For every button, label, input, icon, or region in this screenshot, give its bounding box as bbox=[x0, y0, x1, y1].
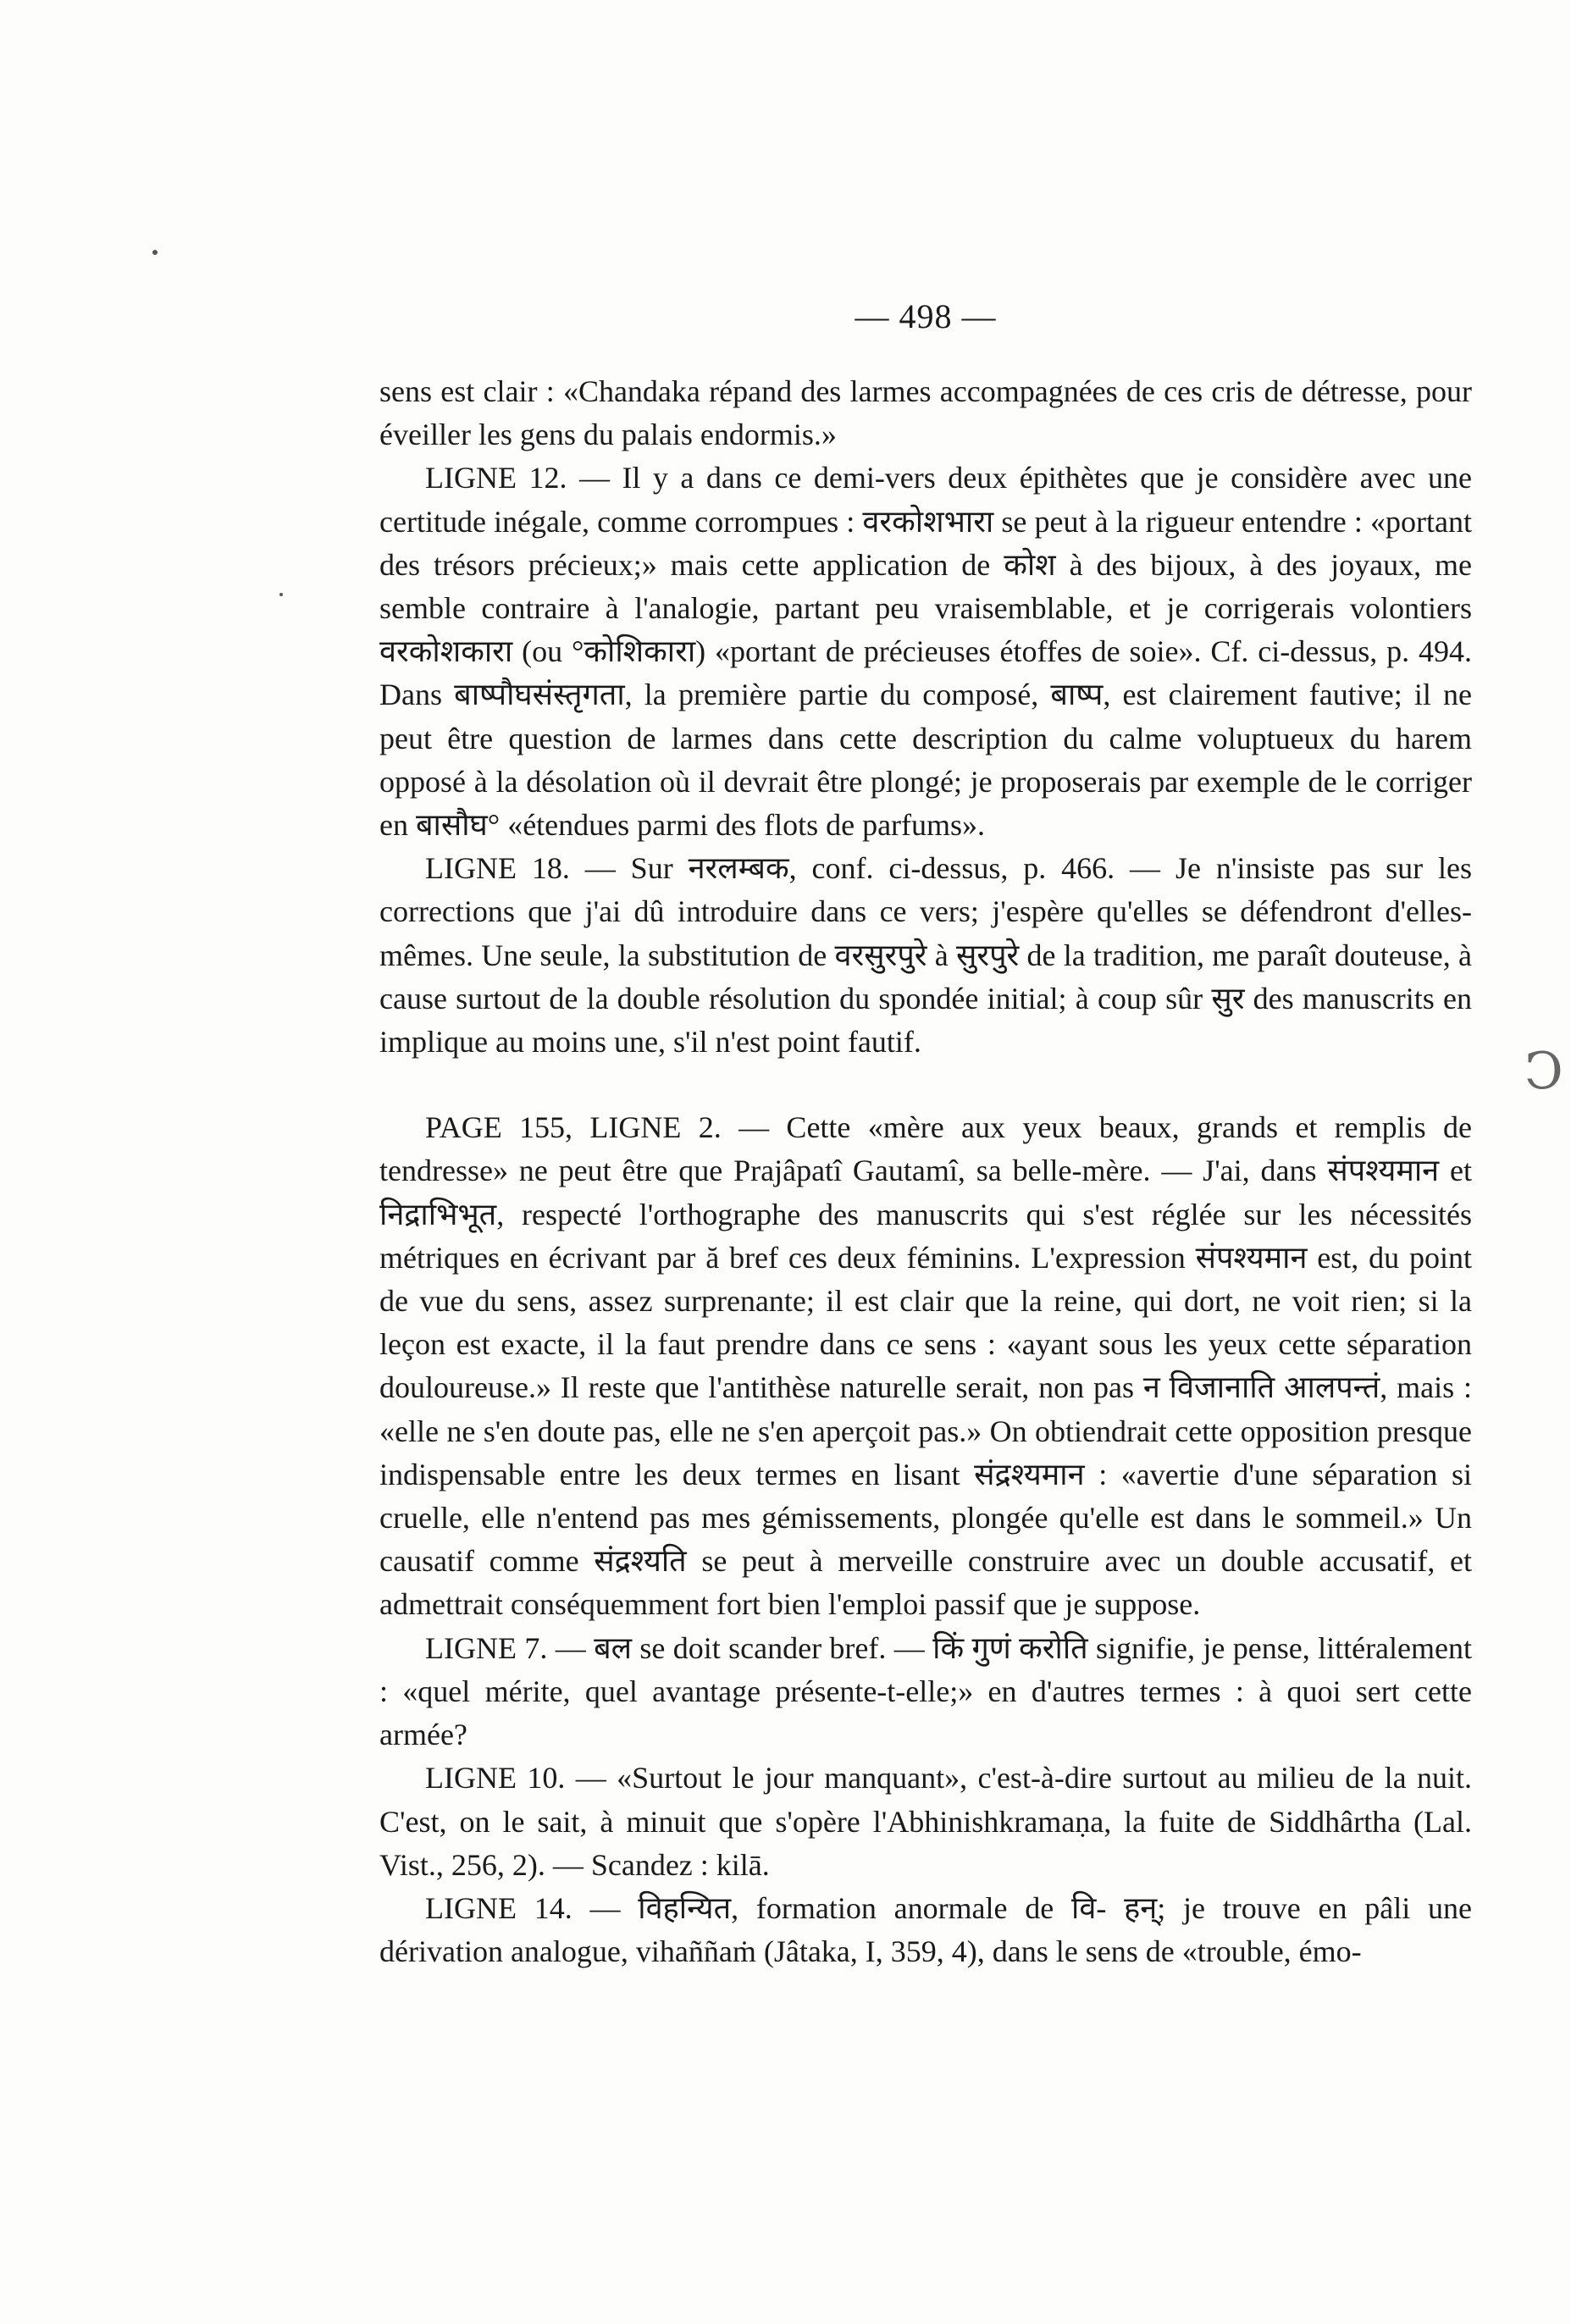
page-body bbox=[379, 296, 1472, 1973]
paragraph-ligne-12: LIGNE 12. — Il y a dans ce demi-vers deux épithètes que je considère avec une certitude inégale, comme corrompues : वरकोशभारा se peut à la rigueur entendre : «portant des trésors précieux;» mais cette application de कोश à des bijoux, à des joyaux, me semble contraire à l'analogie, partant peu vraisemblable, et je corrigerais volontiers वरकोशकारा (ou °कोशिकारा) «portant de précieuses étoffes de soie». Cf. ci-dessus, p. 494. Dans बाष्पौघसंस्तृगता, la première partie du composé, बाष्प, est clairement fautive; il ne peut être question de larmes dans cette description du calme voluptueux du harem opposé à la désolation où il devrait être plongé; je proposerais par exemple de le corriger en बासौघ° «étendues parmi des flots de parfums». bbox=[379, 461, 1472, 843]
paragraph-continuation: sens est clair : «Chandaka répand des larmes accompagnées de ces cris de détresse, pour éveiller les gens du palais endormis.» bbox=[379, 374, 1472, 452]
paragraph-ligne-10: LIGNE 10. — «Surtout le jour manquant», c'est-à-dire surtout au milieu de la nuit. C'est, on le sait, à minuit que s'opère l'Abhinishkramaṇa, la fuite de Siddhârtha (Lal. Vist., 256, 2). — Scandez : kilā. bbox=[379, 1761, 1472, 1882]
paper-speck bbox=[152, 250, 158, 255]
paper-speck bbox=[279, 593, 283, 596]
margin-pencil-mark: Ↄ bbox=[1524, 1043, 1563, 1099]
paragraph-ligne-14: LIGNE 14. — विहन्यित, formation anormale de वि- हन्; je trouve en pâli une dérivation analogue, vihaññaṁ (Jâtaka, I, 359, 4), dans le sens de «trouble, émo- bbox=[379, 1890, 1472, 1969]
paragraph-page-155-ligne-2: PAGE 155, LIGNE 2. — Cette «mère aux yeux beaux, grands et remplis de tendresse» ne peut être que Prajâpatî Gautamî, sa belle-mère. — J'ai, dans संपश्यमान et निद्राभिभूत, respecté l'orthographe des manuscrits qui s'est réglée sur les nécessités métriques en écrivant par ă bref ces deux féminins. L'expression संपश्यमान est, du point de vue du sens, assez surprenante; il est clair que la reine, qui dort, ne voit rien; si la leçon est exacte, il la faut prendre dans ce sens : «ayant sous les yeux cette séparation douloureuse.» Il reste que l'antithèse naturelle serait, non pas न विजानाति आलपन्तं, mais : «elle ne s'en doute pas, elle ne s'en aperçoit pas.» On obtiendrait cette opposition presque indispensable entre les deux termes en lisant संद्रश्यमान : «avertie d'une séparation si cruelle, elle n'entend pas mes gémissements, plongée qu'elle est dans le sommeil.» Un causatif comme संद्रश्यति se peut à merveille construire avec un double accusatif, et admettrait conséquemment fort bien l'emploi passif que je suppose. bbox=[379, 1110, 1472, 1622]
paragraph-ligne-7: LIGNE 7. — बल se doit scander bref. — किं गुणं करोति signifie, je pense, littéralement : «quel mérite, quel avantage présente-t-elle;» en d'autres termes : à quoi sert cette armée? bbox=[379, 1630, 1472, 1752]
page-number: — 498 — bbox=[855, 297, 997, 335]
paragraph-ligne-18: LIGNE 18. — Sur नरलम्बक, conf. ci-dessus, p. 466. — Je n'insiste pas sur les corrections que j'ai dû introduire dans ce vers; j'espère qu'elles se défendront d'elles-mêmes. Une seule, la substitution de वरसुरपुरे à सुरपुरे de la tradition, me paraît douteuse, à cause surtout de la double résolution du spondée initial; à coup sûr सुर des manuscrits en implique au moins une, s'il n'est point fautif. bbox=[379, 851, 1472, 1060]
